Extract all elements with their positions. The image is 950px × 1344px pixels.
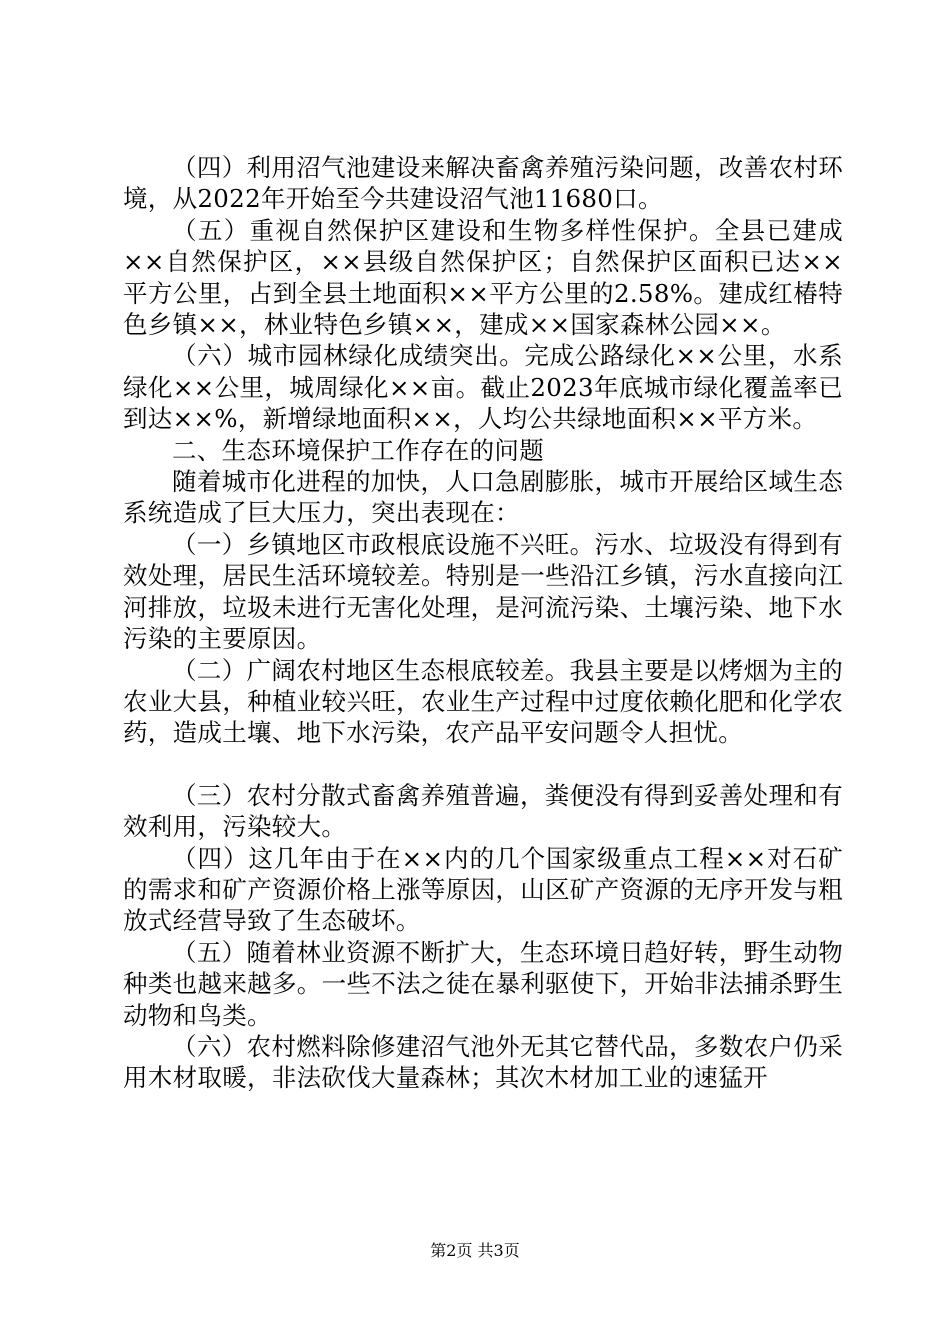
page-number-footer: 第2页 共3页 xyxy=(430,1241,520,1260)
paragraph-rural-ecology: （二）广阔农村地区生态根底较差。我县主要是以烤烟为主的农业大县，种植业较兴旺，农业生产过程中过度依赖化肥和化学农药，造成土壤、地下水污染，农产品平安问题令人担忧。 xyxy=(123,655,843,748)
paragraph-urbanization-intro: 随着城市化进程的加快，人口急剧膨胀，城市开展给区域生态系统造成了巨大压力，突出表现在： xyxy=(123,467,843,528)
paragraph-livestock: （三）农村分散式畜禽养殖普遍，粪便没有得到妥善处理和有效利用，污染较大。 xyxy=(123,780,843,842)
paragraph-nature-reserve: （五）重视自然保护区建设和生物多样性保护。全县已建成××自然保护区，××县级自然保护区；自然保护区面积已达××平方公里，占到全县土地面积××平方公里的2.58%。建成红椿特色乡镇××，林业特色乡镇××，建成××国家森林公园××。 xyxy=(123,215,843,340)
paragraph-township-infrastructure: （一）乡镇地区市政根底设施不兴旺。污水、垃圾没有得到有效处理，居民生活环境较差。特别是一些沿江乡镇，污水直接向江河排放，垃圾未进行无害化处理，是河流污染、土壤污染、地下水污染的主要原因。 xyxy=(123,529,843,654)
paragraph-wildlife: （五）随着林业资源不断扩大，生态环境日趋好转，野生动物种类也越来越多。一些不法之徒在暴利驱使下，开始非法捕杀野生动物和鸟类。 xyxy=(123,937,843,1030)
paragraph-urban-greening: （六）城市园林绿化成绩突出。完成公路绿化××公里，水系绿化××公里，城周绿化××亩。截止2023年底城市绿化覆盖率已到达××%，新增绿地面积××，人均公共绿地面积××平方米。 xyxy=(123,341,843,434)
paragraph-biogas: （四）利用沼气池建设来解决畜禽养殖污染问题，改善农村环境，从2022年开始至今共建设沼气池11680口。 xyxy=(123,153,843,214)
document-body xyxy=(123,152,843,1094)
paragraph-mining: （四）这几年由于在××内的几个国家级重点工程××对石矿的需求和矿产资源价格上涨等原因，山区矿产资源的无序开发与粗放式经营导致了生态破坏。 xyxy=(123,843,843,936)
paragraph-rural-fuel: （六）农村燃料除修建沼气池外无其它替代品，多数农户仍采用木材取暖，非法砍伐大量森林；其次木材加工业的速猛开 xyxy=(123,1031,843,1093)
blank-line xyxy=(123,749,843,780)
section-heading-problems: 二、生态环境保护工作存在的问题 xyxy=(172,435,544,465)
